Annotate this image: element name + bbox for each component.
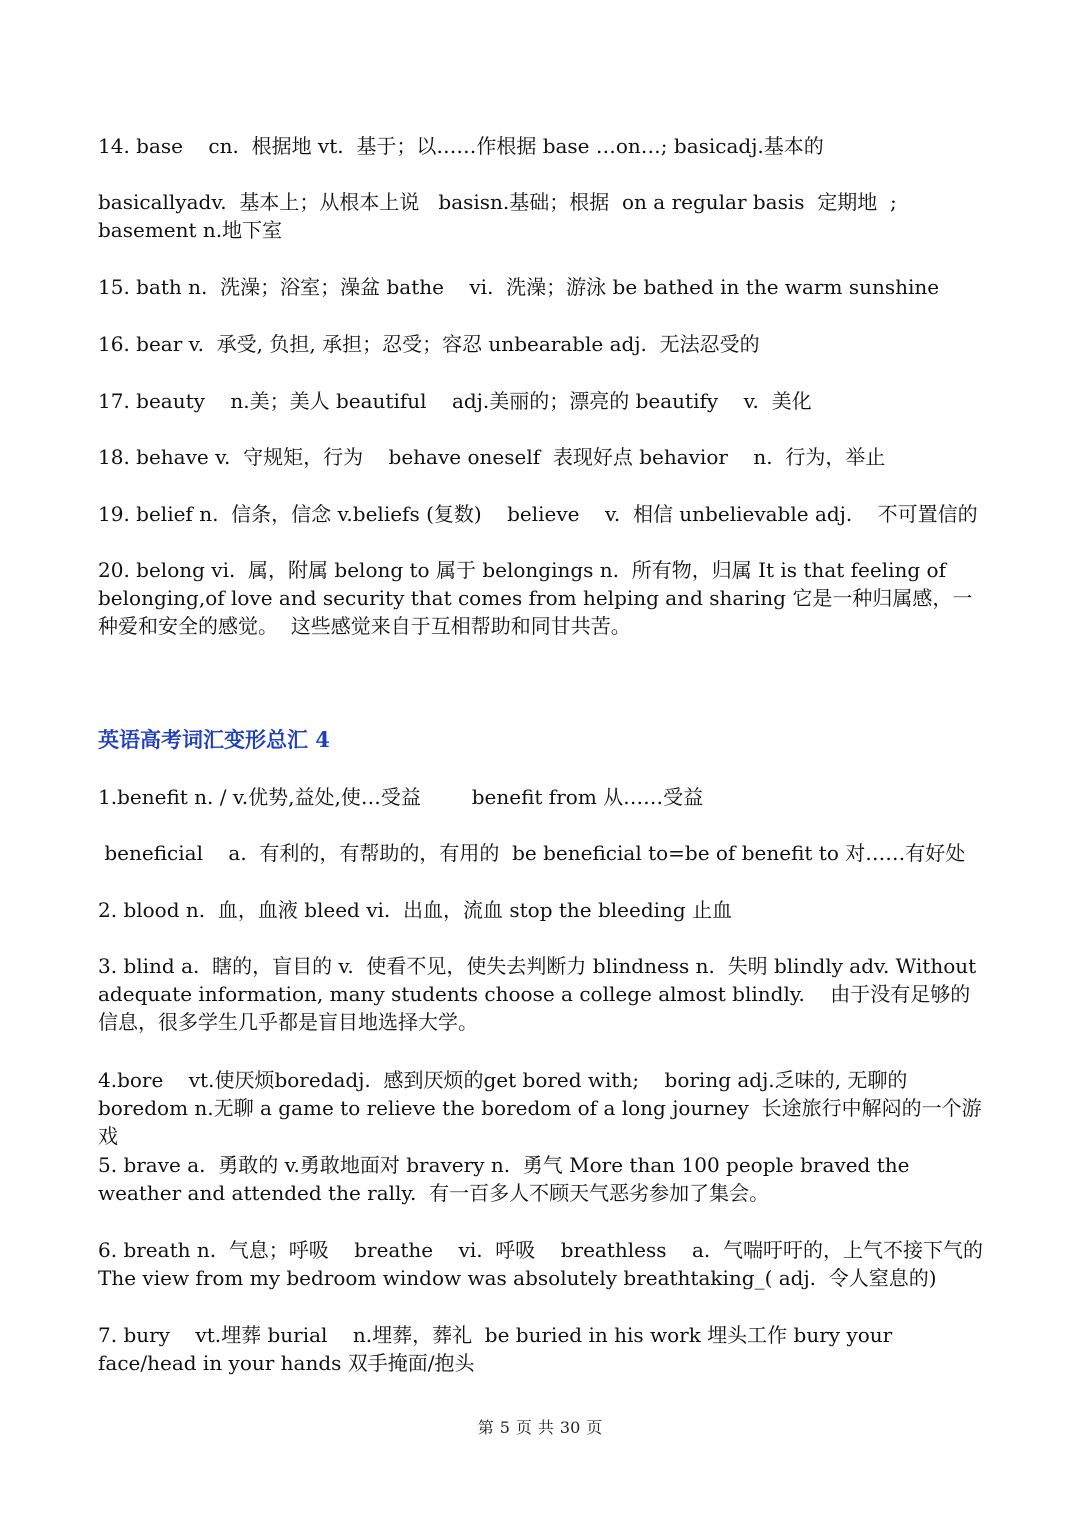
footer-prefix: 第 [477,1418,494,1437]
vocab-entry-14-base: 14. base cn. 根据地 vt. 基于；以……作根据 base …on…; basicadj.基本的 [98,134,824,158]
vocab-entry-18-behave: 18. behave v. 守规矩，行为 behave oneself 表现好点 behavior n. 行为，举止 [98,445,886,469]
vocab-entry-5-brave: 5. brave a. 勇敢的 v.勇敢地面对 bravery n. 勇气 More than 100 people braved the weather and attended the rally. 有一百多人不顾天气恶劣参加了集会。 [98,1153,916,1205]
vocab-entry-17-beauty: 17. beauty n.美；美人 beautiful adj.美丽的；漂亮的 beautify v. 美化 [98,389,812,413]
vocab-entry-2-blood: 2. blood n. 血，血液 bleed vi. 出血，流血 stop the bleeding 止血 [98,898,733,922]
vocab-entry-6-breath: 6. breath n. 气息；呼吸 breathe vi. 呼吸 breathless a. 气喘吁吁的，上气不接下气的 The view from my bedroom window was absolutely breathtaking_( adj. 令人窒息的) [98,1238,990,1290]
footer-suffix: 页 [586,1418,603,1437]
vocab-entry-15-bath: 15. bath n. 洗澡；浴室；澡盆 bathe vi. 洗澡；游泳 be bathed in the warm sunshine [98,275,940,299]
vocab-entry-16-bear: 16. bear v. 承受, 负担, 承担；忍受；容忍 unbearable adj. 无法忍受的 [98,332,760,356]
vocab-entry-1-benefit: 1.benefit n. / v.优势,益处,使…受益 benefit from 从……受益 [98,785,704,809]
vocab-entry-3-blind: 3. blind a. 瞎的，盲目的 v. 使看不见，使失去判断力 blindness n. 失明 blindly adv. Without adequate information, many students choose a college almost blindly. 由于没有足够的信息，很多学生几乎都是盲目地选择大学。 [98,954,983,1034]
vocab-entry-19-belief: 19. belief n. 信条，信念 v.beliefs (复数) believe v. 相信 unbelievable adj. 不可置信的 [98,502,978,526]
footer-mid2: 共 [537,1418,554,1437]
footer-mid1: 页 [515,1418,532,1437]
vocab-entry-7-bury: 7. bury vt.埋葬 burial n.埋葬，葬礼 be buried in his work 埋头工作 bury your face/head in your hands 双手掩面/抱头 [98,1323,899,1375]
footer-total-pages: 30 [559,1418,581,1437]
footer-page-number: 5 [499,1418,510,1437]
page-footer [0,1417,1080,1439]
vocab-entry-14-basis: basicallyadv. 基本上；从根本上说 basisn.基础；根据 on a regular basis 定期地 ; basement n.地下室 [98,190,904,242]
vocab-entry-20-belong: 20. belong vi. 属，附属 belong to 属于 belongings n. 所有物，归属 It is that feeling of belonging,of love and security that comes from helping and sharing 它是一种归属感，一种爱和安全的感觉。 这些感觉来自于互相帮助和同甘共苦。 [98,558,973,638]
section-heading: 英语高考词汇变形总汇 4 [98,727,330,752]
vocab-entry-4-bore: 4.bore vt.使厌烦boredadj. 感到厌烦的get bored with; boring adj.乏味的, 无聊的 boredom n.无聊 a game to relieve the boredom of a long journey 长途旅行中解闷的一个游戏 [98,1068,982,1148]
vocab-entry-1-beneficial: beneficial a. 有利的，有帮助的，有用的 be beneficial to=be of benefit to 对……有好处 [98,841,966,865]
